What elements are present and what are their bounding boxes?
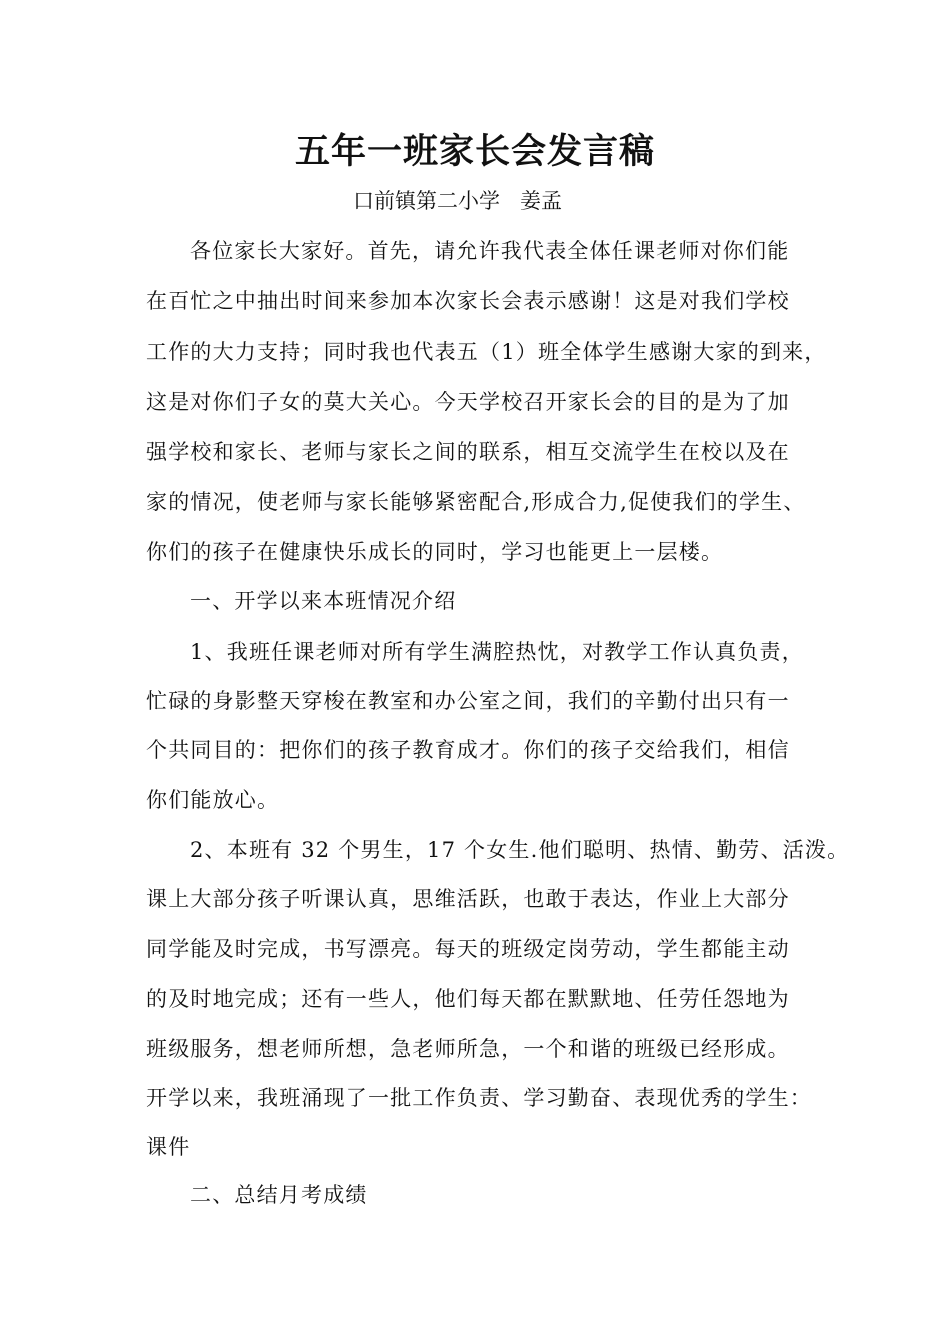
paragraph-line: 1、我班任课老师对所有学生满腔热忱，对教学工作认真负责， [190,640,804,664]
paragraph-line: 家的情况，使老师与家长能够紧密配合,形成合力,促使我们的学生、 [146,490,806,514]
paragraph-line: 同学能及时完成，书写漂亮。每天的班级定岗劳动，学生都能主动 [146,937,790,961]
paragraph-line: 的及时地完成；还有一些人，他们每天都在默默地、任劳任怨地为 [146,987,790,1011]
paragraph-line: 这是对你们子女的莫大关心。今天学校召开家长会的目的是为了加 [146,390,790,414]
author-line: 口前镇第二小学 姜孟 [352,189,563,213]
paragraph-line: 你们能放心。 [146,788,280,812]
paragraph-line: 班级服务，想老师所想，急老师所急，一个和谐的班级已经形成。 [146,1037,790,1061]
paragraph-line: 2、本班有 32 个男生，17 个女生.他们聪明、热情、勤劳、活泼。 [190,838,850,862]
paragraph-line: 工作的大力支持；同时我也代表五（1）班全体学生感谢大家的到来， [146,340,827,364]
paragraph-line: 在百忙之中抽出时间来参加本次家长会表示感谢！这是对我们学校 [146,289,790,313]
paragraph-line: 各位家长大家好。首先，请允许我代表全体任课老师对你们能 [190,239,790,263]
paragraph-line: 开学以来，我班涌现了一批工作负责、学习勤奋、表现优秀的学生： [146,1086,812,1110]
paragraph-line: 强学校和家长、老师与家长之间的联系，相互交流学生在校以及在 [146,440,790,464]
paragraph-line: 课上大部分孩子听课认真，思维活跃，也敢于表达，作业上大部分 [146,887,790,911]
section-heading: 二、总结月考成绩 [190,1183,368,1207]
paragraph-line: 你们的孩子在健康快乐成长的同时，学习也能更上一层楼。 [146,540,724,564]
paragraph-line: 忙碌的身影整天穿梭在教室和办公室之间，我们的辛勤付出只有一 [146,689,790,713]
paragraph-line: 个共同目的：把你们的孩子教育成才。你们的孩子交给我们，相信 [146,738,790,762]
document-title: 五年一班家长会发言稿 [294,131,655,172]
paragraph-line: 课件 [146,1135,191,1159]
section-heading: 一、开学以来本班情况介绍 [190,589,457,613]
